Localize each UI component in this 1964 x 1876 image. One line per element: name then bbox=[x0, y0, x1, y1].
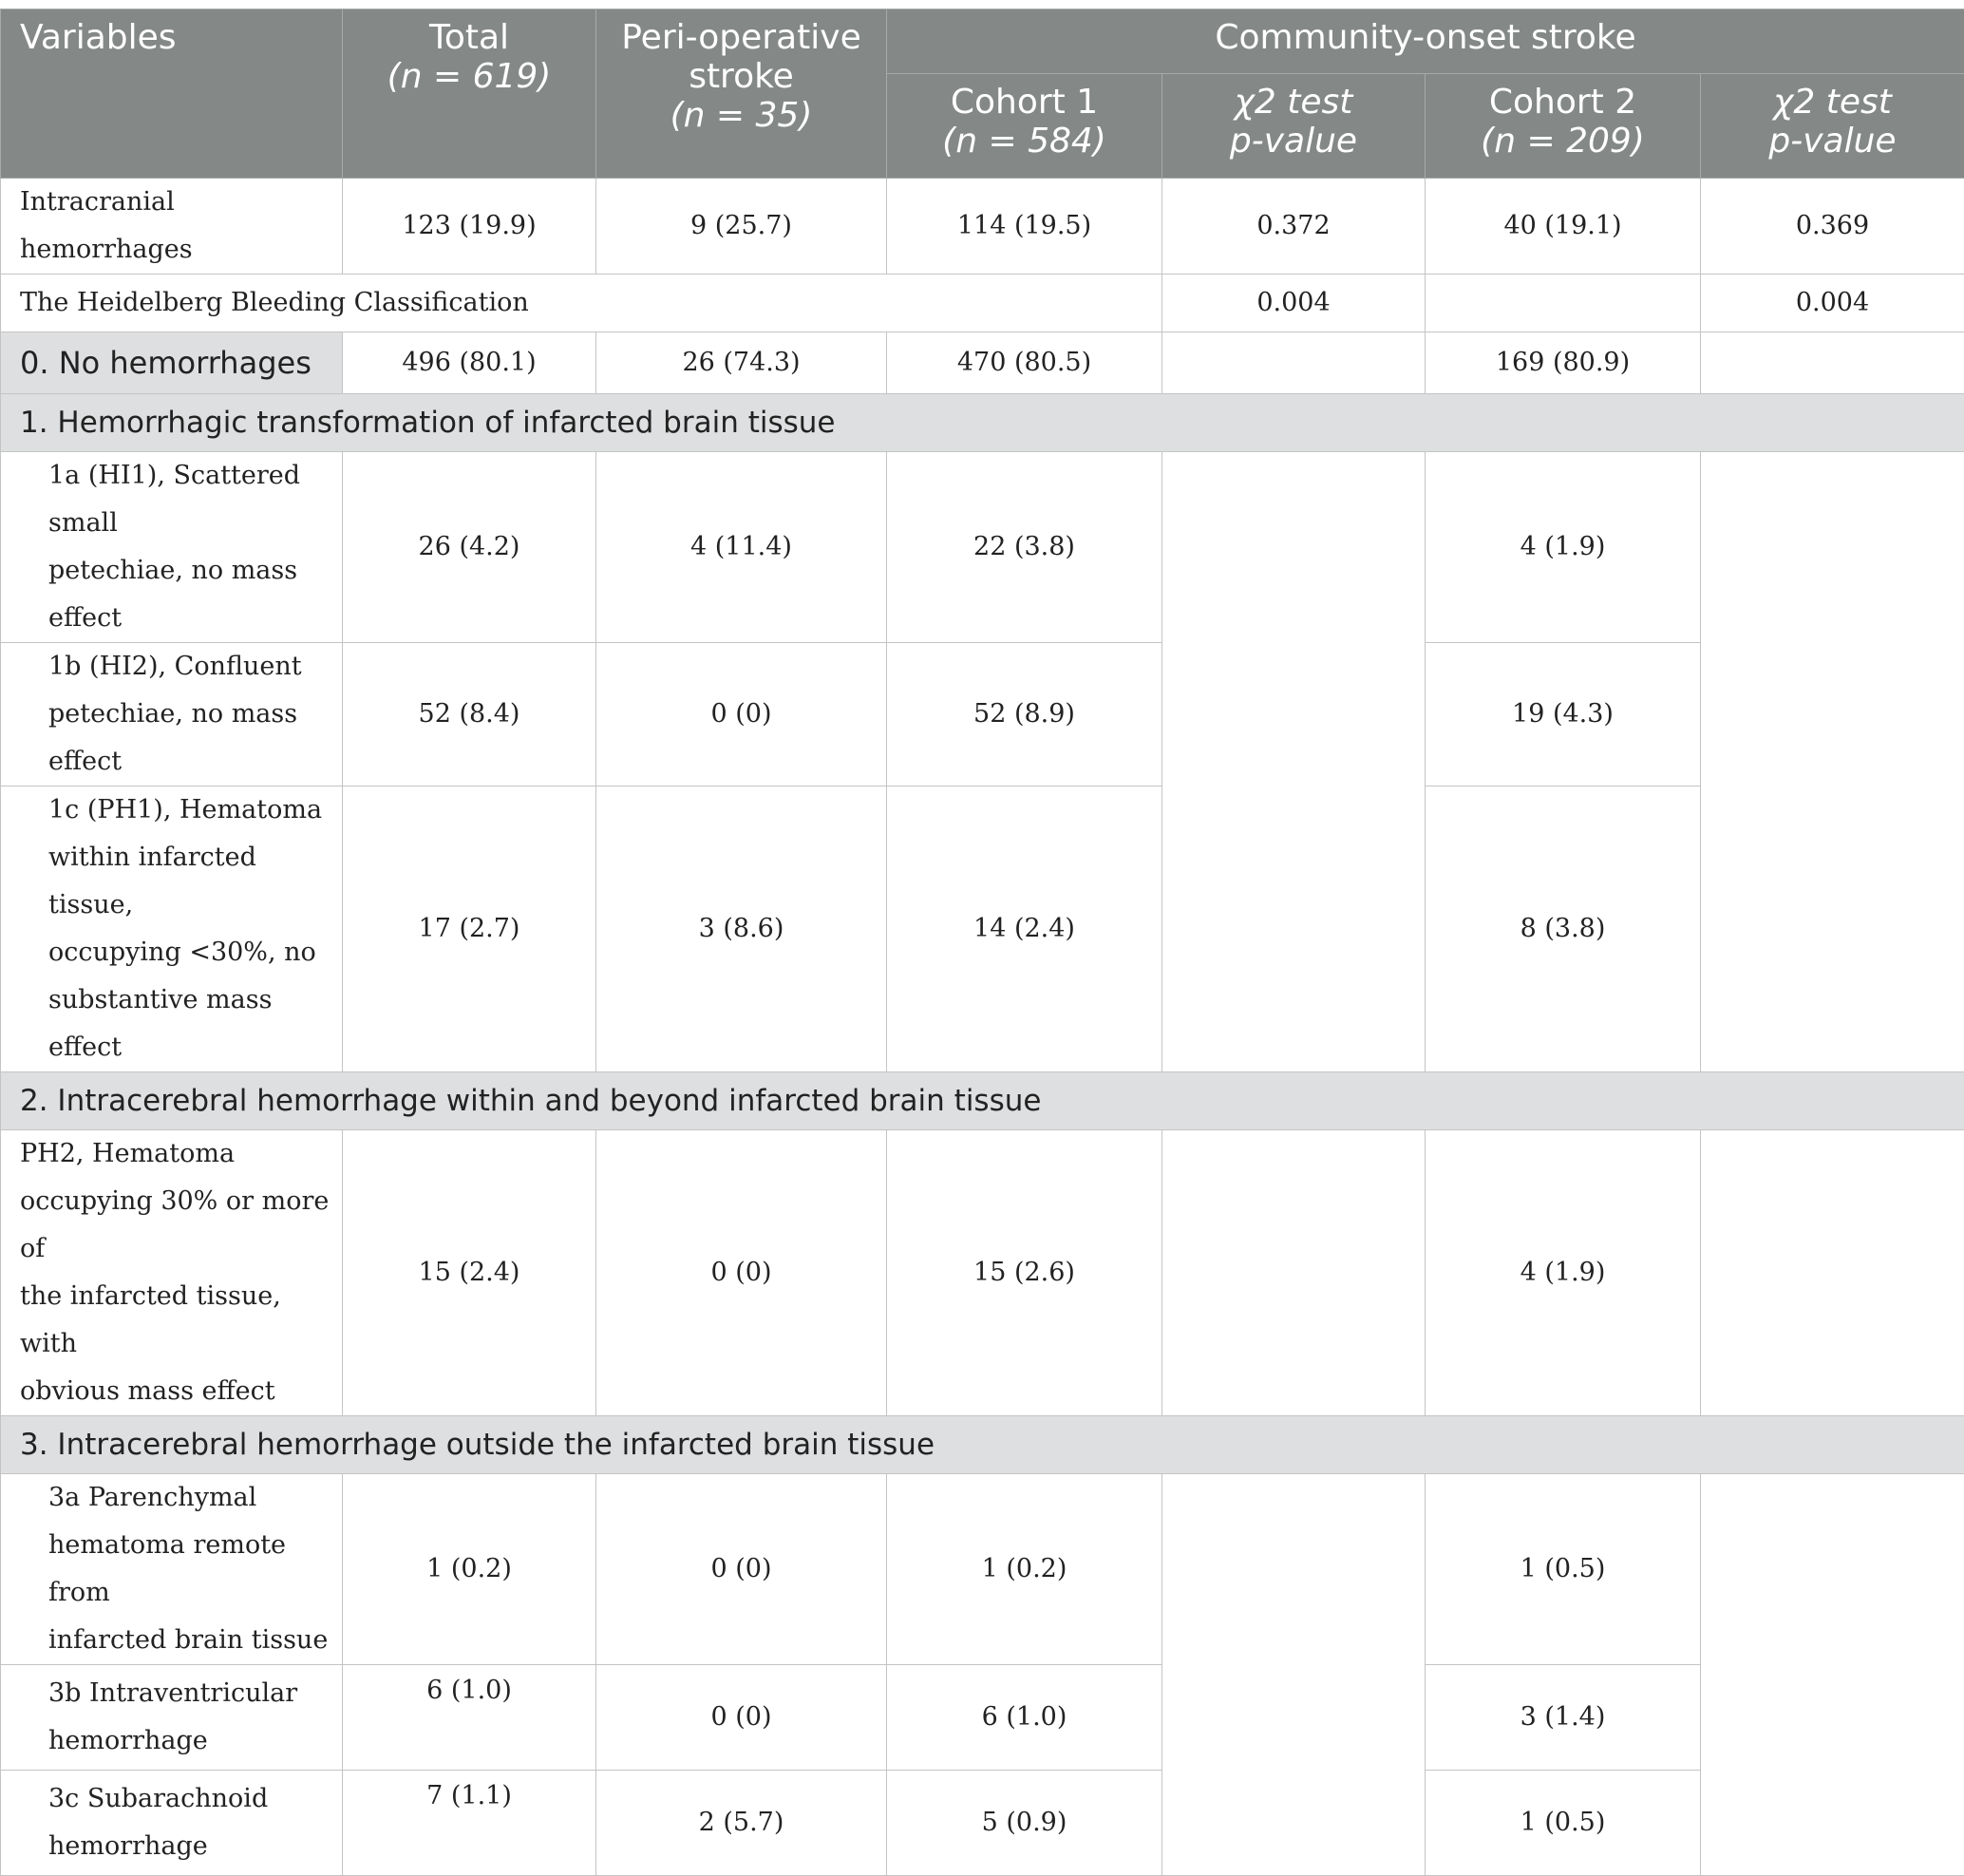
header-peri-n: (n = 35) bbox=[610, 96, 873, 135]
cell-pvalue2 bbox=[1701, 1474, 1964, 1876]
cell-cohort1: 1 (0.2) bbox=[887, 1474, 1162, 1665]
cell-cohort1: 52 (8.9) bbox=[887, 643, 1162, 786]
cell-cohort2: 1 (0.5) bbox=[1426, 1771, 1701, 1876]
section-row bbox=[1, 1416, 1964, 1474]
header-chi-test-1: χ2 test p-value bbox=[1162, 74, 1426, 179]
header-cohort1: Cohort 1 (n = 584) bbox=[887, 74, 1162, 179]
table-body bbox=[1, 179, 1964, 1876]
header-chi-test-2: χ2 test p-value bbox=[1701, 74, 1964, 179]
cell-pvalue1 bbox=[1162, 332, 1426, 394]
table-row bbox=[1, 786, 1964, 1072]
table-container bbox=[0, 9, 1964, 1876]
cell-total: 7 (1.1) bbox=[343, 1771, 596, 1876]
row-label: Intracranial hemorrhages bbox=[1, 179, 343, 275]
cell-pvalue1 bbox=[1162, 1130, 1426, 1416]
row-label: 3a Parenchymal hematoma remote from infarcted brain tissue bbox=[1, 1474, 343, 1665]
row-label: 3c Subarachnoid hemorrhage bbox=[1, 1771, 343, 1876]
table-row bbox=[1, 1474, 1964, 1665]
cell-total: 123 (19.9) bbox=[343, 179, 596, 275]
cell-pvalue2 bbox=[1701, 452, 1964, 1072]
cell-cohort1: 5 (0.9) bbox=[887, 1771, 1162, 1876]
table-row bbox=[1, 332, 1964, 394]
row-label: 3b Intraventricular hemorrhage bbox=[1, 1665, 343, 1771]
header-community-onset: Community-onset stroke bbox=[887, 9, 1964, 74]
cell-pvalue2: 0.004 bbox=[1701, 275, 1964, 332]
row-label: 0. No hemorrhages bbox=[1, 332, 343, 394]
header-total-n: (n = 619) bbox=[356, 57, 582, 96]
cell-cohort1: 6 (1.0) bbox=[887, 1665, 1162, 1771]
cell-pvalue1: 0.004 bbox=[1162, 275, 1426, 332]
row-label: PH2, Hematoma occupying 30% or more of the infarcted tissue, with obvious mass effect bbox=[1, 1130, 343, 1416]
cell-cohort1: 470 (80.5) bbox=[887, 332, 1162, 394]
cell-cohort1: 114 (19.5) bbox=[887, 179, 1162, 275]
cell-pvalue1: 0.372 bbox=[1162, 179, 1426, 275]
section-row bbox=[1, 1072, 1964, 1130]
section-row bbox=[1, 394, 1964, 452]
cell-peri: 26 (74.3) bbox=[596, 332, 887, 394]
cell-cohort2: 8 (3.8) bbox=[1426, 786, 1701, 1072]
cell-total: 17 (2.7) bbox=[343, 786, 596, 1072]
cell-pvalue2: 0.369 bbox=[1701, 179, 1964, 275]
table-row bbox=[1, 1130, 1964, 1416]
table-row bbox=[1, 643, 1964, 786]
cell-total: 1 (0.2) bbox=[343, 1474, 596, 1665]
cell-pvalue1 bbox=[1162, 452, 1426, 1072]
table-header bbox=[1, 9, 1964, 179]
cell-pvalue1 bbox=[1162, 1474, 1426, 1876]
cell-cohort2: 3 (1.4) bbox=[1426, 1665, 1701, 1771]
cell-peri: 4 (11.4) bbox=[596, 452, 887, 643]
cell-cohort2: 40 (19.1) bbox=[1426, 179, 1701, 275]
table-row bbox=[1, 452, 1964, 643]
section-heading-2: 2. Intracerebral hemorrhage within and beyond infarcted brain tissue bbox=[1, 1072, 1964, 1130]
cell-total: 26 (4.2) bbox=[343, 452, 596, 643]
table-row bbox=[1, 1771, 1964, 1876]
cell-cohort2: 169 (80.9) bbox=[1426, 332, 1701, 394]
row-label: The Heidelberg Bleeding Classification bbox=[1, 275, 1162, 332]
row-label: 1b (HI2), Confluent petechiae, no mass effect bbox=[1, 643, 343, 786]
cell-peri: 9 (25.7) bbox=[596, 179, 887, 275]
cell-cohort1: 14 (2.4) bbox=[887, 786, 1162, 1072]
cell-pvalue2 bbox=[1701, 1130, 1964, 1416]
cell-peri: 0 (0) bbox=[596, 1474, 887, 1665]
cell-cohort2: 4 (1.9) bbox=[1426, 1130, 1701, 1416]
cell-peri: 2 (5.7) bbox=[596, 1771, 887, 1876]
section-heading-3: 3. Intracerebral hemorrhage outside the infarcted brain tissue bbox=[1, 1416, 1964, 1474]
header-cohort2: Cohort 2 (n = 209) bbox=[1426, 74, 1701, 179]
header-total: Total (n = 619) bbox=[343, 9, 596, 179]
row-label: 1a (HI1), Scattered small petechiae, no mass effect bbox=[1, 452, 343, 643]
cell-cohort2: 1 (0.5) bbox=[1426, 1474, 1701, 1665]
cell-total: 15 (2.4) bbox=[343, 1130, 596, 1416]
header-peri-operative: Peri-operative stroke (n = 35) bbox=[596, 9, 887, 179]
header-variables: Variables bbox=[1, 9, 343, 179]
cell-cohort2: 19 (4.3) bbox=[1426, 643, 1701, 786]
table-row bbox=[1, 179, 1964, 275]
table-row bbox=[1, 1665, 1964, 1771]
cell-total: 52 (8.4) bbox=[343, 643, 596, 786]
cell-total: 6 (1.0) bbox=[343, 1665, 596, 1771]
cell-pvalue2 bbox=[1701, 332, 1964, 394]
cell-total: 496 (80.1) bbox=[343, 332, 596, 394]
cell-peri: 3 (8.6) bbox=[596, 786, 887, 1072]
cell-cohort2 bbox=[1426, 275, 1701, 332]
cell-peri: 0 (0) bbox=[596, 1665, 887, 1771]
hemorrhage-table bbox=[0, 9, 1964, 1876]
table-row bbox=[1, 275, 1964, 332]
cell-peri: 0 (0) bbox=[596, 1130, 887, 1416]
row-label: 1c (PH1), Hematoma within infarcted tissue, occupying <30%, no substantive mass effect bbox=[1, 786, 343, 1072]
cell-peri: 0 (0) bbox=[596, 643, 887, 786]
cell-cohort1: 15 (2.6) bbox=[887, 1130, 1162, 1416]
cell-cohort2: 4 (1.9) bbox=[1426, 452, 1701, 643]
cell-cohort1: 22 (3.8) bbox=[887, 452, 1162, 643]
section-heading-1: 1. Hemorrhagic transformation of infarcted brain tissue bbox=[1, 394, 1964, 452]
